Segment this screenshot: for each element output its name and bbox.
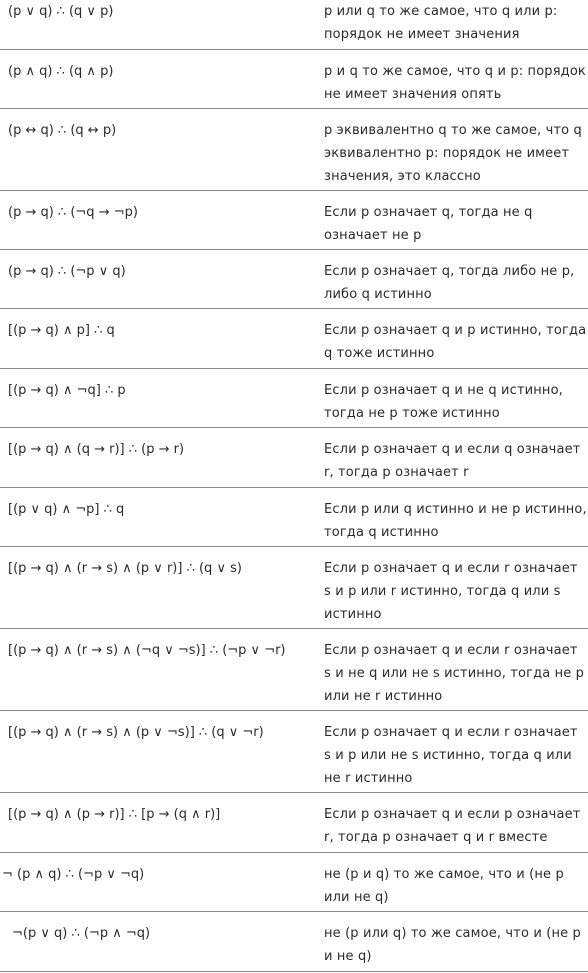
- rule-description: Если p означает q и если r означает s и p или не s истинно, тогда q или не r истинно: [324, 724, 578, 786]
- table-row: [0, 108, 588, 190]
- rule-formula: [(p → q) ∧ ¬q] ∴ p: [8, 382, 126, 398]
- rule-description: не (p и q) то же самое, что и (не p или не q): [324, 866, 564, 905]
- rule-description: Если p означает q и не q истинно, тогда не p тоже истинно: [324, 382, 563, 421]
- rule-description: p или q то же самое, что q или p: порядок не имеет значения: [324, 4, 558, 42]
- table-row: [0, 852, 588, 911]
- rule-description: Если p означает q и p истинно, тогда q тоже истинно: [324, 322, 587, 361]
- rule-formula: (p → q) ∴ (¬p ∨ q): [8, 263, 126, 279]
- rule-formula: (p ∧ q) ∴ (q ∧ p): [8, 63, 114, 79]
- table-row: [0, 368, 588, 427]
- rule-formula: ¬ (p ∧ q) ∴ (¬p ∨ ¬q): [2, 866, 145, 882]
- rule-description: Если p означает q, тогда не q означает не p: [324, 204, 533, 243]
- table-row: [0, 546, 588, 628]
- table-row: [0, 487, 588, 546]
- table-row: [0, 0, 588, 49]
- rule-description: Если p означает q и если r означает s и p или r истинно, тогда q или s истинно: [324, 560, 578, 622]
- table-row: [0, 427, 588, 487]
- rule-description: Если p означает q и если r означает s и не q или не s истинно, тогда не p или не r истинно: [324, 642, 585, 704]
- rule-formula: ¬(p ∨ q) ∴ (¬p ∧ ¬q): [12, 925, 151, 941]
- table-row: [0, 308, 588, 368]
- table-row: [0, 628, 588, 710]
- rule-formula: [(p → q) ∧ p] ∴ q: [8, 322, 115, 338]
- rule-description: Если p или q истинно и не p истинно, тогда q истинно: [324, 501, 587, 540]
- rule-formula: [(p → q) ∧ (p → r)] ∴ [p → (q ∧ r)]: [8, 806, 221, 822]
- table-row: [0, 792, 588, 852]
- rule-description: Если p означает q и если q означает r, тогда p означает r: [324, 441, 581, 480]
- rule-description: p эквивалентно q то же самое, что q эквивалентно p: порядок не имеет значения, это классно: [324, 122, 582, 184]
- rule-formula: [(p ∨ q) ∧ ¬p] ∴ q: [8, 501, 125, 517]
- table-row: [0, 710, 588, 792]
- rule-formula: [(p → q) ∧ (r → s) ∧ (p ∨ ¬s)] ∴ (q ∨ ¬r): [8, 724, 264, 740]
- table-row: [0, 249, 588, 308]
- rule-description: не (p или q) то же самое, что и (не p и не q): [324, 925, 581, 964]
- table-row: [0, 49, 588, 108]
- rule-formula: [(p → q) ∧ (r → s) ∧ (p ∨ r)] ∴ (q ∨ s): [8, 560, 242, 576]
- rule-formula: [(p → q) ∧ (q → r)] ∴ (p → r): [8, 441, 185, 457]
- rule-description: p и q то же самое, что q и p: порядок не имеет значения опять: [324, 63, 586, 102]
- rule-formula: (p ↔ q) ∴ (q ↔ p): [8, 122, 117, 138]
- rule-formula: (p → q) ∴ (¬q → ¬p): [8, 204, 138, 220]
- rule-description: Если p означает q, тогда либо не p, либо q истинно: [324, 263, 575, 302]
- rule-formula: (p ∨ q) ∴ (q ∨ p): [8, 4, 114, 19]
- table-row: [0, 911, 588, 971]
- table-row: [0, 190, 588, 249]
- rule-formula: [(p → q) ∧ (r → s) ∧ (¬q ∨ ¬s)] ∴ (¬p ∨ ¬r): [8, 642, 286, 658]
- rule-description: Если p означает q и если p означает r, тогда p означает q и r вместе: [324, 806, 581, 845]
